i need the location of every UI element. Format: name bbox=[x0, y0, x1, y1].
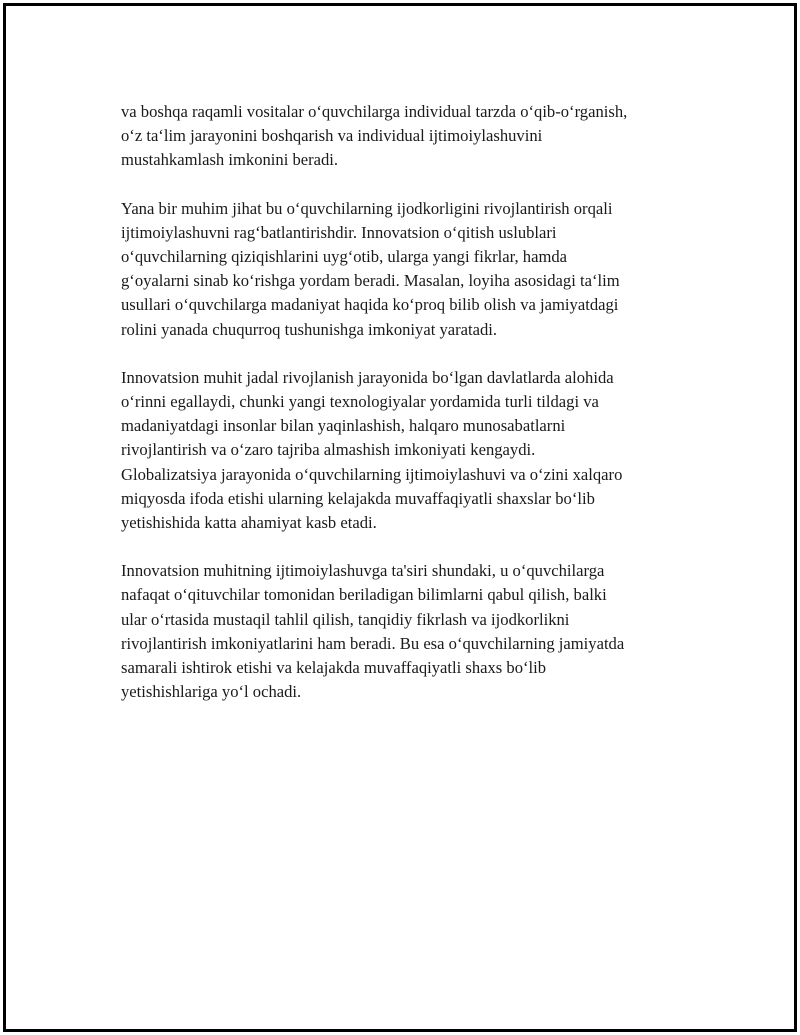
text-line: Globalizatsiya jarayonida o‘quvchilarning ijtimoiylashuvi va o‘zini xalqaro bbox=[121, 464, 623, 484]
text-line: o‘z ta‘lim jarayonini boshqarish va individual ijtimoiylashuvini bbox=[121, 126, 543, 146]
paragraph-3 bbox=[121, 366, 701, 535]
paragraph-1 bbox=[121, 100, 701, 173]
text-line: rivojlantirish va o‘zaro tajriba almashish imkoniyati kengaydi. bbox=[121, 440, 536, 460]
text-line: rivojlantirish imkoniyatlarini ham beradi. Bu esa o‘quvchilarning jamiyatda bbox=[121, 633, 625, 653]
paragraph-2 bbox=[121, 197, 701, 342]
text-line: o‘rinni egallaydi, chunki yangi texnologiyalar yordamida turli tildagi va bbox=[121, 392, 599, 412]
text-line: madaniyatdagi insonlar bilan yaqinlashish, halqaro munosabatlarni bbox=[121, 416, 566, 436]
text-line: yetishishida katta ahamiyat kasb etadi. bbox=[121, 513, 377, 533]
text-line: ijtimoiylashuvni rag‘batlantirishdir. Innovatsion o‘qitish uslublari bbox=[121, 222, 557, 242]
text-line: ular o‘rtasida mustaqil tahlil qilish, tanqidiy fikrlash va ijodkorlikni bbox=[121, 609, 570, 629]
text-line: o‘quvchilarning qiziqishlarini uyg‘otib, ularga yangi fikrlar, hamda bbox=[121, 247, 568, 267]
text-line: g‘oyalarni sinab ko‘rishga yordam beradi. Masalan, loyiha asosidagi ta‘lim bbox=[121, 271, 620, 291]
text-line: samarali ishtirok etishi va kelajakda muvaffaqiyatli shaxs bo‘lib bbox=[121, 658, 547, 678]
text-line: yetishishlariga yo‘l ochadi. bbox=[121, 682, 302, 702]
text-line: Yana bir muhim jihat bu o‘quvchilarning ijodkorligini rivojlantirish orqali bbox=[121, 198, 613, 218]
text-line: va boshqa raqamli vositalar o‘quvchilarga individual tarzda o‘qib-o‘rganish, bbox=[121, 102, 628, 121]
paragraph-4 bbox=[121, 559, 701, 704]
text-line: Innovatsion muhit jadal rivojlanish jarayonida bo‘lgan davlatlarda alohida bbox=[121, 367, 614, 387]
text-line: nafaqat o‘qituvchilar tomonidan beriladigan bilimlarni qabul qilish, balki bbox=[121, 585, 607, 605]
text-line: usullari o‘quvchilarga madaniyat haqida ko‘proq bilib olish va jamiyatdagi bbox=[121, 295, 619, 315]
text-line: miqyosda ifoda etishi ularning kelajakda muvaffaqiyatli shaxslar bo‘lib bbox=[121, 488, 595, 508]
text-line: Innovatsion muhitning ijtimoiylashuvga ta'siri shundaki, u o‘quvchilarga bbox=[121, 561, 605, 581]
text-line: mustahkamlash imkonini beradi. bbox=[121, 150, 339, 170]
document-body bbox=[121, 100, 701, 728]
page-frame bbox=[3, 3, 797, 1032]
text-line: rolini yanada chuqurroq tushunishga imkoniyat yaratadi. bbox=[121, 319, 498, 339]
